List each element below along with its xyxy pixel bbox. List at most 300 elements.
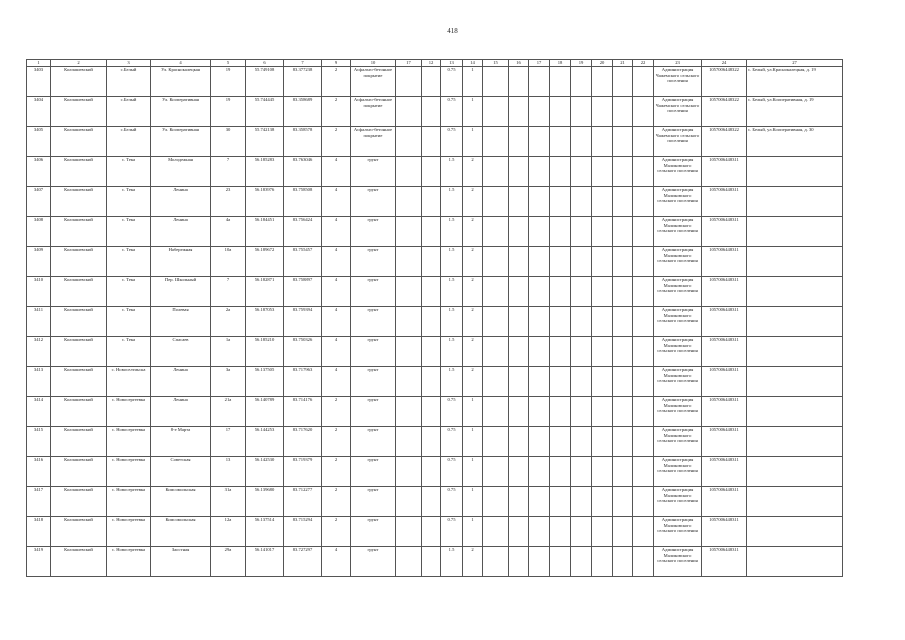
table-cell <box>529 157 550 187</box>
table-cell: грунт <box>351 217 396 247</box>
table-cell <box>529 457 550 487</box>
table-cell: с. Белый, ул.Краснокалецкая, д. 19 <box>747 67 843 97</box>
table-cell: Ленина <box>151 367 211 397</box>
table-cell <box>550 367 571 397</box>
table-cell: 2 <box>322 127 351 157</box>
table-cell: 2 <box>463 277 483 307</box>
table-cell <box>747 547 843 577</box>
column-header: 16 <box>509 60 529 67</box>
table-cell <box>550 157 571 187</box>
table-cell: 2 <box>322 97 351 127</box>
table-cell <box>613 367 633 397</box>
table-cell: грунт <box>351 457 396 487</box>
table-cell: Колпашевский <box>51 367 107 397</box>
table-cell: с. Тека <box>107 307 151 337</box>
table-cell: 1а <box>211 337 246 367</box>
table-cell: Администрация Маликовского сельского поселения <box>654 517 702 547</box>
table-cell <box>592 247 613 277</box>
table-cell: 83.358689 <box>284 97 322 127</box>
table-cell: 2 <box>463 187 483 217</box>
table-cell <box>396 337 422 367</box>
table-cell <box>529 307 550 337</box>
table-row <box>27 217 843 247</box>
table-cell <box>529 367 550 397</box>
table-cell <box>633 307 654 337</box>
table-cell: 31а <box>211 487 246 517</box>
table-cell: 1.5 <box>441 367 463 397</box>
table-cell: 10а <box>211 247 246 277</box>
table-cell: Ул. Кооперативная <box>151 127 211 157</box>
table-cell <box>747 457 843 487</box>
table-cell: Колпашевский <box>51 247 107 277</box>
table-cell <box>529 217 550 247</box>
table-cell <box>529 487 550 517</box>
table-cell: с. Тека <box>107 277 151 307</box>
table-row <box>27 397 843 427</box>
table-cell: 1057006448322 <box>702 67 747 97</box>
table-cell <box>613 67 633 97</box>
table-cell: 1 <box>463 487 483 517</box>
table-cell: Администрация Маликовского сельского поселения <box>654 427 702 457</box>
table-row <box>27 547 843 577</box>
table-cell: 3409 <box>27 247 51 277</box>
table-cell: 2а <box>211 307 246 337</box>
table-cell: 4 <box>322 367 351 397</box>
table-cell <box>509 337 529 367</box>
table-cell: Ленина <box>151 397 211 427</box>
table-cell <box>396 277 422 307</box>
table-cell: Ул. Краснокалецкая <box>151 67 211 97</box>
table-cell: Администрация Маликовского сельского поселения <box>654 187 702 217</box>
table-row <box>27 487 843 517</box>
header-row <box>27 60 843 67</box>
table-cell: Колпашевский <box>51 487 107 517</box>
table-cell: 3403 <box>27 67 51 97</box>
table-cell: грунт <box>351 247 396 277</box>
table-cell: грунт <box>351 277 396 307</box>
table-cell: 83.715294 <box>284 517 322 547</box>
column-header: 2 <box>51 60 107 67</box>
table-cell: Колпашевский <box>51 97 107 127</box>
table-cell <box>747 157 843 187</box>
table-cell: 56.140789 <box>246 397 284 427</box>
table-cell: Колпашевский <box>51 67 107 97</box>
table-cell: 1057006448311 <box>702 427 747 457</box>
table-cell <box>509 487 529 517</box>
table-cell: с. Новосергеевка <box>107 397 151 427</box>
table-row <box>27 457 843 487</box>
table-cell: 83.717620 <box>284 427 322 457</box>
table-cell: 3406 <box>27 157 51 187</box>
table-row <box>27 247 843 277</box>
table-cell <box>529 97 550 127</box>
table-cell: 2 <box>322 487 351 517</box>
table-cell <box>550 547 571 577</box>
table-cell <box>571 427 592 457</box>
table-cell: 1 <box>463 67 483 97</box>
table-cell: с. Тека <box>107 247 151 277</box>
table-cell <box>529 127 550 157</box>
table-cell: 0.75 <box>441 517 463 547</box>
table-cell: 7 <box>211 277 246 307</box>
table-cell <box>592 367 613 397</box>
table-cell: 1057006448311 <box>702 307 747 337</box>
table-cell <box>509 457 529 487</box>
table-cell <box>396 217 422 247</box>
column-header: 1 <box>27 60 51 67</box>
table-cell <box>422 427 441 457</box>
table-cell: 56.184451 <box>246 217 284 247</box>
table-cell <box>571 157 592 187</box>
table-cell: с. Тека <box>107 217 151 247</box>
column-header: 20 <box>592 60 613 67</box>
table-cell: Ул. Кооперативная <box>151 97 211 127</box>
table-cell <box>509 397 529 427</box>
table-cell: 2 <box>322 517 351 547</box>
table-cell: 83.719379 <box>284 457 322 487</box>
table-cell <box>396 127 422 157</box>
table-cell <box>592 217 613 247</box>
table-cell: 1057006448322 <box>702 127 747 157</box>
table-cell: Ленина <box>151 187 211 217</box>
table-cell <box>483 217 509 247</box>
table-cell <box>396 247 422 277</box>
table-cell <box>550 217 571 247</box>
table-cell <box>592 307 613 337</box>
table-cell <box>483 187 509 217</box>
table-cell <box>571 277 592 307</box>
table-cell <box>633 547 654 577</box>
table-cell <box>529 337 550 367</box>
table-cell <box>529 397 550 427</box>
table-cell: Администрация Маликовского сельского поселения <box>654 307 702 337</box>
table-cell: 2 <box>463 217 483 247</box>
table-cell <box>483 547 509 577</box>
table-cell <box>422 487 441 517</box>
table-cell: с. Новосергеевка <box>107 457 151 487</box>
table-cell: Асфальто-бетонное покрытие <box>351 127 396 157</box>
column-header: 13 <box>441 60 463 67</box>
table-cell <box>422 367 441 397</box>
table-cell: грунт <box>351 547 396 577</box>
table-cell <box>633 277 654 307</box>
table-cell: 1057006448311 <box>702 397 747 427</box>
table-cell: 56.137514 <box>246 517 284 547</box>
table-cell: Молодежная <box>151 157 211 187</box>
table-cell: Пер. Школьный <box>151 277 211 307</box>
table-cell: 2 <box>322 397 351 427</box>
table-cell <box>483 67 509 97</box>
table-row <box>27 97 843 127</box>
table-cell: Колпашевский <box>51 157 107 187</box>
table-cell: Колпашевский <box>51 547 107 577</box>
table-cell: 13 <box>211 457 246 487</box>
table-cell <box>747 337 843 367</box>
table-cell: с. Новоселтиьска <box>107 367 151 397</box>
table-cell <box>422 217 441 247</box>
table-cell: Администрация Маликовского сельского поселения <box>654 367 702 397</box>
table-cell: с. Тека <box>107 157 151 187</box>
table-cell <box>529 67 550 97</box>
table-cell: 0.75 <box>441 127 463 157</box>
table-cell <box>529 427 550 457</box>
table-cell: Администрация Чажемского сельского поселения <box>654 67 702 97</box>
table-cell <box>747 397 843 427</box>
column-header: 23 <box>654 60 702 67</box>
table-cell <box>509 547 529 577</box>
table-cell <box>529 277 550 307</box>
table-cell: грунт <box>351 427 396 457</box>
table-cell: 2 <box>463 157 483 187</box>
table-cell: грунт <box>351 337 396 367</box>
table-cell <box>550 457 571 487</box>
table-cell <box>422 397 441 427</box>
table-cell <box>422 97 441 127</box>
table-cell: с. Белый, ул.Кооперативная, д. 30 <box>747 127 843 157</box>
table-cell: 83.358578 <box>284 127 322 157</box>
table-cell <box>396 487 422 517</box>
table-cell: 56.185210 <box>246 337 284 367</box>
column-header: 21 <box>613 60 633 67</box>
column-header: 22 <box>633 60 654 67</box>
table-cell: 19 <box>211 67 246 97</box>
table-cell: 83.758897 <box>284 277 322 307</box>
column-header: 9 <box>322 60 351 67</box>
table-cell: Ленина <box>151 217 211 247</box>
table-cell: 1057006448311 <box>702 247 747 277</box>
table-cell <box>396 397 422 427</box>
table-cell: 56.142530 <box>246 457 284 487</box>
table-cell <box>483 307 509 337</box>
table-cell <box>633 427 654 457</box>
table-cell: Колпашевский <box>51 427 107 457</box>
table-cell <box>396 547 422 577</box>
table-cell <box>483 127 509 157</box>
table-cell: 55.749108 <box>246 67 284 97</box>
table-cell <box>483 367 509 397</box>
table-cell: 30 <box>211 127 246 157</box>
table-cell <box>483 397 509 427</box>
table-cell <box>613 277 633 307</box>
table-cell <box>747 187 843 217</box>
table-cell: грунт <box>351 487 396 517</box>
table-row <box>27 517 843 547</box>
table-cell <box>747 487 843 517</box>
table-cell: 1057006448311 <box>702 547 747 577</box>
table-cell <box>613 157 633 187</box>
table-cell: 83.717963 <box>284 367 322 397</box>
table-cell: 1 <box>463 127 483 157</box>
column-header: 4 <box>151 60 211 67</box>
table-cell: 19 <box>211 97 246 127</box>
table-cell <box>550 427 571 457</box>
table-cell: 3414 <box>27 397 51 427</box>
table-cell: 1 <box>463 427 483 457</box>
table-cell: 4 <box>322 247 351 277</box>
table-cell: 3411 <box>27 307 51 337</box>
table-cell <box>633 457 654 487</box>
table-cell <box>483 247 509 277</box>
table-cell <box>509 307 529 337</box>
table-cell: с.Белый <box>107 67 151 97</box>
table-row <box>27 427 843 457</box>
table-cell: Администрация Маликовского сельского поселения <box>654 337 702 367</box>
table-cell <box>571 97 592 127</box>
table-cell: 3а <box>211 367 246 397</box>
table-cell <box>422 247 441 277</box>
table-cell <box>592 97 613 127</box>
table-cell <box>509 157 529 187</box>
table-cell: Колпашевский <box>51 277 107 307</box>
table-cell <box>550 247 571 277</box>
table-cell: 1.5 <box>441 277 463 307</box>
table-cell <box>747 517 843 547</box>
table-cell: 3417 <box>27 487 51 517</box>
column-header: 24 <box>702 60 747 67</box>
table-cell <box>747 307 843 337</box>
table-cell: Заостная <box>151 547 211 577</box>
table-cell: Набережная <box>151 247 211 277</box>
table-cell <box>613 517 633 547</box>
table-cell: 3412 <box>27 337 51 367</box>
table-cell: 56.185283 <box>246 157 284 187</box>
table-cell <box>422 517 441 547</box>
table-cell <box>613 127 633 157</box>
table-cell: 3415 <box>27 427 51 457</box>
table-cell: 1.5 <box>441 307 463 337</box>
table-cell: 4 <box>322 187 351 217</box>
table-cell <box>571 217 592 247</box>
table-cell <box>592 187 613 217</box>
table-cell <box>633 157 654 187</box>
table-cell <box>550 187 571 217</box>
registry-table <box>26 59 843 577</box>
table-cell: 1 <box>463 457 483 487</box>
table-cell: 3405 <box>27 127 51 157</box>
table-cell <box>613 547 633 577</box>
table-cell <box>422 547 441 577</box>
table-cell <box>509 517 529 547</box>
table-cell <box>571 307 592 337</box>
table-cell: 1057006448311 <box>702 157 747 187</box>
table-cell <box>509 187 529 217</box>
table-cell: Комсомольская <box>151 487 211 517</box>
table-cell <box>747 277 843 307</box>
table-cell <box>396 457 422 487</box>
table-cell: 0.75 <box>441 397 463 427</box>
table-cell: грунт <box>351 397 396 427</box>
table-cell <box>396 367 422 397</box>
table-cell: 83.727297 <box>284 547 322 577</box>
table-cell <box>592 517 613 547</box>
table-cell <box>592 127 613 157</box>
column-header: 18 <box>550 60 571 67</box>
table-cell: 3416 <box>27 457 51 487</box>
table-cell <box>613 217 633 247</box>
table-cell <box>422 307 441 337</box>
table-cell: Администрация Чажемского сельского поселения <box>654 127 702 157</box>
table-cell: 1057006448311 <box>702 367 747 397</box>
table-cell: 1 <box>463 397 483 427</box>
table-cell: 3418 <box>27 517 51 547</box>
table-cell: 83.377238 <box>284 67 322 97</box>
table-cell: с. Тека <box>107 187 151 217</box>
table-cell <box>571 337 592 367</box>
table-cell: 0.75 <box>441 67 463 97</box>
table-cell: Колпашевский <box>51 397 107 427</box>
table-cell <box>550 307 571 337</box>
table-cell: Администрация Чажемского сельского поселения <box>654 97 702 127</box>
table-cell: 4 <box>322 307 351 337</box>
table-cell <box>396 97 422 127</box>
table-cell: 1057006448311 <box>702 187 747 217</box>
table-cell <box>571 367 592 397</box>
table-cell: 83.763046 <box>284 157 322 187</box>
table-row <box>27 67 843 97</box>
table-cell: Комсомольская <box>151 517 211 547</box>
table-cell: 2 <box>463 247 483 277</box>
table-cell: грунт <box>351 187 396 217</box>
table-cell: 3404 <box>27 97 51 127</box>
table-cell: 12а <box>211 517 246 547</box>
table-cell: 4 <box>322 157 351 187</box>
table-cell: Колпашевский <box>51 187 107 217</box>
table-cell <box>592 457 613 487</box>
table-cell: 1.5 <box>441 217 463 247</box>
table-cell <box>592 427 613 457</box>
table-row <box>27 367 843 397</box>
table-cell: 0.75 <box>441 487 463 517</box>
table-cell: 2 <box>322 67 351 97</box>
table-row <box>27 157 843 187</box>
table-cell <box>422 187 441 217</box>
table-cell: Администрация Маликовского сельского поселения <box>654 157 702 187</box>
table-cell: 1057006448322 <box>702 97 747 127</box>
table-cell <box>592 337 613 367</box>
table-cell: 2 <box>463 547 483 577</box>
table-cell <box>571 457 592 487</box>
table-cell: 1.5 <box>441 337 463 367</box>
page-number: 418 <box>447 27 458 35</box>
table-cell: 29а <box>211 547 246 577</box>
table-cell: 1057006448311 <box>702 277 747 307</box>
table-cell <box>592 277 613 307</box>
table-cell <box>550 67 571 97</box>
table-cell: 3413 <box>27 367 51 397</box>
table-cell <box>509 217 529 247</box>
table-cell <box>509 67 529 97</box>
table-cell <box>509 277 529 307</box>
table-cell <box>422 337 441 367</box>
table-cell: 56.189672 <box>246 247 284 277</box>
table-cell: с. Новосергеевка <box>107 547 151 577</box>
table-cell <box>550 487 571 517</box>
table-cell <box>396 67 422 97</box>
table-cell: 56.139680 <box>246 487 284 517</box>
column-header: 15 <box>483 60 509 67</box>
table-cell <box>613 307 633 337</box>
table-cell <box>633 397 654 427</box>
table-cell: 4 <box>322 337 351 367</box>
table-cell: 56.144253 <box>246 427 284 457</box>
table-cell: 2 <box>463 367 483 397</box>
table-cell: с.Белый <box>107 97 151 127</box>
table-cell <box>550 127 571 157</box>
table-cell: 83.712277 <box>284 487 322 517</box>
table-cell: 0.75 <box>441 427 463 457</box>
table-cell <box>633 97 654 127</box>
table-cell <box>550 517 571 547</box>
